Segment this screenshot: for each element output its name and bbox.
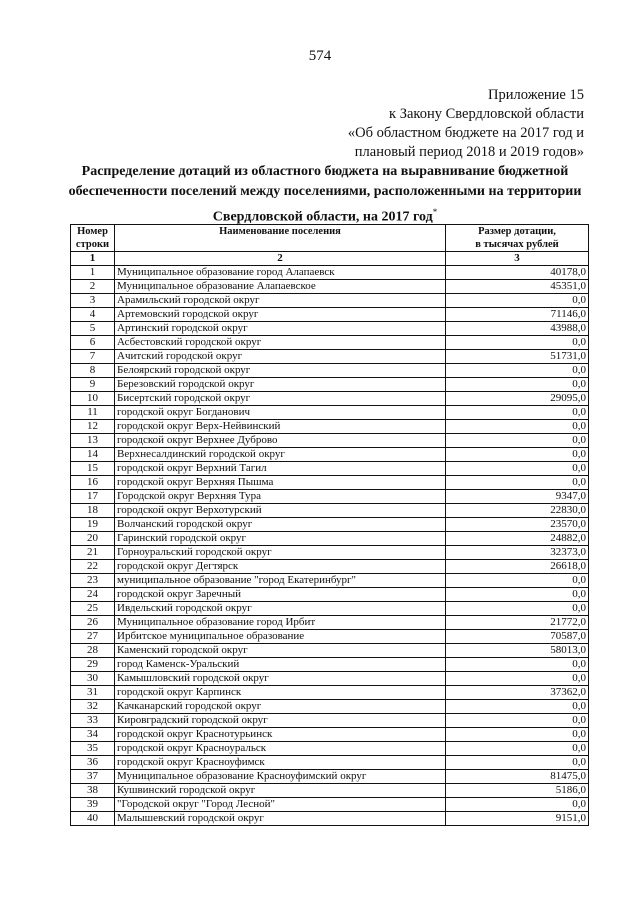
subsidy-value-cell: 71146,0 bbox=[446, 308, 589, 322]
row-number-cell: 38 bbox=[71, 784, 115, 798]
subsidy-value-cell: 0,0 bbox=[446, 728, 589, 742]
table-row bbox=[71, 728, 589, 742]
table-row bbox=[71, 308, 589, 322]
settlement-name-cell: Кушвинский городской округ bbox=[115, 784, 446, 798]
row-number-cell: 15 bbox=[71, 462, 115, 476]
row-number-cell: 20 bbox=[71, 532, 115, 546]
settlement-name-cell: городской округ Верхотурский bbox=[115, 504, 446, 518]
table-row bbox=[71, 378, 589, 392]
table-row bbox=[71, 518, 589, 532]
settlement-name-cell: Муниципальное образование город Алапаевск bbox=[115, 266, 446, 280]
row-number-cell: 40 bbox=[71, 812, 115, 826]
page-number: 574 bbox=[308, 48, 332, 64]
table-row bbox=[71, 336, 589, 350]
settlement-name-cell: Волчанский городской округ bbox=[115, 518, 446, 532]
table-row bbox=[71, 476, 589, 490]
table-row bbox=[71, 322, 589, 336]
row-number-cell: 9 bbox=[71, 378, 115, 392]
row-number-cell: 30 bbox=[71, 672, 115, 686]
settlement-name-cell: городской округ Верхний Тагил bbox=[115, 462, 446, 476]
subsidy-value-cell: 0,0 bbox=[446, 658, 589, 672]
column-index: 3 bbox=[446, 252, 589, 266]
table-row bbox=[71, 798, 589, 812]
row-number-cell: 6 bbox=[71, 336, 115, 350]
title-line: Распределение дотаций из областного бюджета на выравнивание бюджетной bbox=[81, 164, 569, 179]
table-row bbox=[71, 602, 589, 616]
table-row bbox=[71, 742, 589, 756]
row-number-cell: 35 bbox=[71, 742, 115, 756]
row-number-cell: 28 bbox=[71, 644, 115, 658]
subsidy-value-cell: 0,0 bbox=[446, 364, 589, 378]
row-number-cell: 11 bbox=[71, 406, 115, 420]
subsidy-value-cell: 21772,0 bbox=[446, 616, 589, 630]
settlement-name-cell: Асбестовский городской округ bbox=[115, 336, 446, 350]
row-number-cell: 5 bbox=[71, 322, 115, 336]
row-number-cell: 13 bbox=[71, 434, 115, 448]
subsidy-value-cell: 32373,0 bbox=[446, 546, 589, 560]
appendix-line: плановый период 2018 и 2019 годов» bbox=[354, 144, 584, 160]
subsidy-value-cell: 23570,0 bbox=[446, 518, 589, 532]
table-row bbox=[71, 574, 589, 588]
row-number-cell: 2 bbox=[71, 280, 115, 294]
subsidy-value-cell: 0,0 bbox=[446, 476, 589, 490]
table-row bbox=[71, 770, 589, 784]
table-row bbox=[71, 462, 589, 476]
subsidy-value-cell: 0,0 bbox=[446, 742, 589, 756]
table-row bbox=[71, 616, 589, 630]
table-row bbox=[71, 812, 589, 826]
subsidy-value-cell: 0,0 bbox=[446, 406, 589, 420]
subsidy-value-cell: 0,0 bbox=[446, 294, 589, 308]
row-number-cell: 21 bbox=[71, 546, 115, 560]
subsidy-value-cell: 0,0 bbox=[446, 420, 589, 434]
subsidy-value-cell: 9151,0 bbox=[446, 812, 589, 826]
settlement-name-cell: Арамильский городской округ bbox=[115, 294, 446, 308]
settlement-name-cell: городской округ Красноуфимск bbox=[115, 756, 446, 770]
appendix-line: к Закону Свердловской области bbox=[389, 106, 584, 122]
table-row bbox=[71, 266, 589, 280]
header-row-number bbox=[71, 225, 115, 252]
subsidy-value-cell: 5186,0 bbox=[446, 784, 589, 798]
subsidy-value-cell: 0,0 bbox=[446, 574, 589, 588]
table-row bbox=[71, 392, 589, 406]
column-index-row bbox=[71, 252, 589, 266]
row-number-cell: 12 bbox=[71, 420, 115, 434]
column-index: 2 bbox=[115, 252, 446, 266]
subsidy-value-cell: 81475,0 bbox=[446, 770, 589, 784]
subsidy-value-cell: 29095,0 bbox=[446, 392, 589, 406]
table-row bbox=[71, 490, 589, 504]
settlement-name-cell: Артемовский городской округ bbox=[115, 308, 446, 322]
subsidy-value-cell: 0,0 bbox=[446, 672, 589, 686]
row-number-cell: 32 bbox=[71, 700, 115, 714]
settlement-name-cell: городской округ Верхнее Дуброво bbox=[115, 434, 446, 448]
row-number-cell: 10 bbox=[71, 392, 115, 406]
row-number-cell: 36 bbox=[71, 756, 115, 770]
appendix-line: Приложение 15 bbox=[488, 87, 584, 103]
subsidy-value-cell: 0,0 bbox=[446, 434, 589, 448]
subsidy-value-cell: 0,0 bbox=[446, 798, 589, 812]
subsidy-value-cell: 45351,0 bbox=[446, 280, 589, 294]
header-text: Номер bbox=[77, 226, 108, 237]
settlement-name-cell: Гаринский городской округ bbox=[115, 532, 446, 546]
header-text: Размер дотации, bbox=[478, 226, 556, 237]
row-number-cell: 23 bbox=[71, 574, 115, 588]
row-number-cell: 31 bbox=[71, 686, 115, 700]
table-row bbox=[71, 630, 589, 644]
table-row bbox=[71, 420, 589, 434]
row-number-cell: 19 bbox=[71, 518, 115, 532]
header-settlement-name: Наименование поселения bbox=[115, 225, 446, 252]
settlement-name-cell: Артинский городской округ bbox=[115, 322, 446, 336]
settlement-name-cell: Горноуральский городской округ bbox=[115, 546, 446, 560]
subsidy-value-cell: 0,0 bbox=[446, 462, 589, 476]
subsidy-value-cell: 43988,0 bbox=[446, 322, 589, 336]
subsidy-value-cell: 9347,0 bbox=[446, 490, 589, 504]
settlement-name-cell: муниципальное образование "город Екатеринбург" bbox=[115, 574, 446, 588]
title-line-text: Свердловской области, на 2017 год bbox=[212, 209, 433, 225]
settlement-name-cell: городской округ Красноуральск bbox=[115, 742, 446, 756]
header-text: строки bbox=[75, 239, 110, 250]
row-number-cell: 34 bbox=[71, 728, 115, 742]
table-row bbox=[71, 364, 589, 378]
footnote-mark: * bbox=[432, 207, 438, 217]
settlement-name-cell: Каменский городской округ bbox=[115, 644, 446, 658]
row-number-cell: 39 bbox=[71, 798, 115, 812]
header-text: в тысячах рублей bbox=[475, 239, 559, 250]
table-row bbox=[71, 532, 589, 546]
table-row bbox=[71, 406, 589, 420]
settlement-name-cell: Муниципальное образование Алапаевское bbox=[115, 280, 446, 294]
row-number-cell: 18 bbox=[71, 504, 115, 518]
table-row bbox=[71, 546, 589, 560]
appendix-line: «Об областном бюджете на 2017 год и bbox=[347, 125, 584, 141]
subsidy-value-cell: 0,0 bbox=[446, 378, 589, 392]
row-number-cell: 27 bbox=[71, 630, 115, 644]
table-row bbox=[71, 280, 589, 294]
table-row bbox=[71, 756, 589, 770]
table-row bbox=[71, 434, 589, 448]
table-row bbox=[71, 686, 589, 700]
settlement-name-cell: Ивдельский городской округ bbox=[115, 602, 446, 616]
settlement-name-cell: Ирбитское муниципальное образование bbox=[115, 630, 446, 644]
row-number-cell: 16 bbox=[71, 476, 115, 490]
row-number-cell: 7 bbox=[71, 350, 115, 364]
settlement-name-cell: Белоярский городской округ bbox=[115, 364, 446, 378]
subsidy-value-cell: 0,0 bbox=[446, 756, 589, 770]
table-header-row bbox=[71, 225, 589, 252]
table-row bbox=[71, 700, 589, 714]
row-number-cell: 8 bbox=[71, 364, 115, 378]
subsidy-value-cell: 51731,0 bbox=[446, 350, 589, 364]
title-line: обеспеченности поселений между поселениями, расположенными на территории bbox=[68, 184, 582, 199]
row-number-cell: 1 bbox=[71, 266, 115, 280]
settlement-name-cell: Муниципальное образование город Ирбит bbox=[115, 616, 446, 630]
table-row bbox=[71, 672, 589, 686]
row-number-cell: 3 bbox=[71, 294, 115, 308]
row-number-cell: 33 bbox=[71, 714, 115, 728]
settlement-name-cell: Малышевский городской округ bbox=[115, 812, 446, 826]
subsidy-value-cell: 0,0 bbox=[446, 700, 589, 714]
table-row bbox=[71, 294, 589, 308]
settlement-name-cell: "Городской округ "Город Лесной" bbox=[115, 798, 446, 812]
row-number-cell: 29 bbox=[71, 658, 115, 672]
header-subsidy-size bbox=[446, 225, 589, 252]
subsidy-value-cell: 58013,0 bbox=[446, 644, 589, 658]
settlement-name-cell: Качканарский городской округ bbox=[115, 700, 446, 714]
row-number-cell: 17 bbox=[71, 490, 115, 504]
settlement-name-cell: Городской округ Верхняя Тура bbox=[115, 490, 446, 504]
subsidy-value-cell: 0,0 bbox=[446, 602, 589, 616]
subsidy-value-cell: 0,0 bbox=[446, 448, 589, 462]
row-number-cell: 26 bbox=[71, 616, 115, 630]
subsidy-value-cell: 0,0 bbox=[446, 714, 589, 728]
settlement-name-cell: Кировградский городской округ bbox=[115, 714, 446, 728]
row-number-cell: 4 bbox=[71, 308, 115, 322]
row-number-cell: 25 bbox=[71, 602, 115, 616]
appendix-block bbox=[348, 86, 584, 162]
table-row bbox=[71, 504, 589, 518]
column-index: 1 bbox=[71, 252, 115, 266]
settlement-name-cell: город Каменск-Уральский bbox=[115, 658, 446, 672]
table-row bbox=[71, 784, 589, 798]
table-row bbox=[71, 658, 589, 672]
settlement-name-cell: Верхнесалдинский городской округ bbox=[115, 448, 446, 462]
table-row bbox=[71, 588, 589, 602]
table-row bbox=[71, 448, 589, 462]
settlement-name-cell: городской округ Дегтярск bbox=[115, 560, 446, 574]
table-row bbox=[71, 644, 589, 658]
settlement-name-cell: Камышловский городской округ bbox=[115, 672, 446, 686]
settlement-name-cell: Бисертский городской округ bbox=[115, 392, 446, 406]
settlement-name-cell: городской округ Верх-Нейвинский bbox=[115, 420, 446, 434]
settlement-name-cell: городской округ Богданович bbox=[115, 406, 446, 420]
settlement-name-cell: городской округ Карпинск bbox=[115, 686, 446, 700]
subsidy-value-cell: 40178,0 bbox=[446, 266, 589, 280]
subsidy-value-cell: 37362,0 bbox=[446, 686, 589, 700]
subsidy-value-cell: 26618,0 bbox=[446, 560, 589, 574]
subsidy-value-cell: 70587,0 bbox=[446, 630, 589, 644]
subsidy-table bbox=[70, 224, 589, 826]
document-title bbox=[60, 162, 590, 228]
settlement-name-cell: городской округ Заречный bbox=[115, 588, 446, 602]
subsidy-value-cell: 22830,0 bbox=[446, 504, 589, 518]
row-number-cell: 14 bbox=[71, 448, 115, 462]
table-row bbox=[71, 714, 589, 728]
settlement-name-cell: городской округ Краснотурьинск bbox=[115, 728, 446, 742]
table-row bbox=[71, 560, 589, 574]
row-number-cell: 37 bbox=[71, 770, 115, 784]
subsidy-value-cell: 24882,0 bbox=[446, 532, 589, 546]
settlement-name-cell: Ачитский городской округ bbox=[115, 350, 446, 364]
settlement-name-cell: Муниципальное образование Красноуфимский округ bbox=[115, 770, 446, 784]
settlement-name-cell: Березовский городской округ bbox=[115, 378, 446, 392]
subsidy-value-cell: 0,0 bbox=[446, 336, 589, 350]
subsidy-value-cell: 0,0 bbox=[446, 588, 589, 602]
row-number-cell: 22 bbox=[71, 560, 115, 574]
row-number-cell: 24 bbox=[71, 588, 115, 602]
settlement-name-cell: городской округ Верхняя Пышма bbox=[115, 476, 446, 490]
table-row bbox=[71, 350, 589, 364]
